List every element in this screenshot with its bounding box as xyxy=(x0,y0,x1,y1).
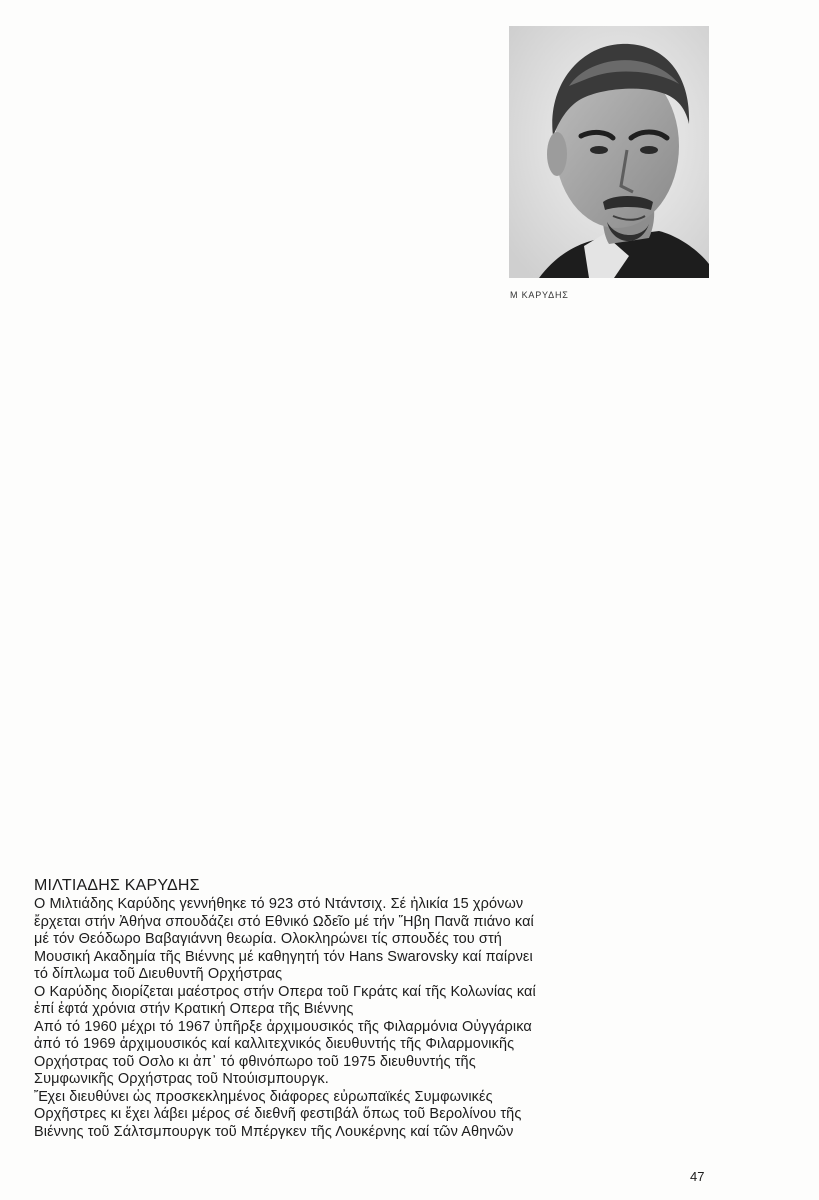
biography-line: τό δίπλωμα τοῦ Διευθυντῆ Ορχήστρας xyxy=(34,966,283,982)
biography-text xyxy=(34,896,734,1141)
biography-title: ΜΙΛΤΙΑΔΗΣ ΚΑΡΥΔΗΣ xyxy=(34,877,200,894)
biography-line: μέ τόν Θεόδωρο Βαβαγιάννη θεωρία. Ολοκληρώνει τίς σπουδές του στή xyxy=(34,931,502,947)
biography-line: Από τό 1960 μέχρι τό 1967 ὑπῆρξε ἀρχιμουσικός τῆς Φιλαρμόνια Οὐγγάρικα xyxy=(34,1018,532,1035)
portrait-illustration xyxy=(509,26,709,278)
biography-line: Ο Μιλτιάδης Καρύδης γεννήθηκε τό 923 στό Ντάντσιχ. Σέ ἡλικία 15 χρόνων xyxy=(34,896,524,912)
biography-line: Ορχῆστρες κι ἔχει λάβει μέρος σέ διεθνῆ φεστιβάλ ὅπως τοῦ Βερολίνου τῆς xyxy=(34,1106,522,1122)
page-number: 47 xyxy=(690,1169,705,1184)
biography-line: Βιέννης τοῦ Σάλτσμπουργκ τοῦ Μπέργκεν τῆς Λουκέρνης καί τῶν Αθηνῶν xyxy=(34,1123,514,1140)
portrait-photo xyxy=(509,26,709,278)
biography-line: Μουσική Ακαδημία τῆς Βιέννης μέ καθηγητή τόν Hans Swarovsky καί παίρνει xyxy=(34,948,533,965)
biography-line: ἔρχεται στήν Ἀθήνα σπουδάζει στό Εθνικό Ωδεῖο μέ τήν Ἥβη Πανᾶ πιάνο καί xyxy=(34,913,534,930)
biography-line: Ο Καρύδης διορίζεται μαέστρος στήν Οπερα τοῦ Γκράτς καί τῆς Κολωνίας καί xyxy=(34,983,536,1000)
biography-line: ἐπί ἑφτά χρόνια στήν Κρατική Οπερα τῆς Βιέννης xyxy=(34,1001,354,1017)
biography-line: ἀπό τό 1969 ἀρχιμουσικός καί καλλιτεχνικός διευθυντής τῆς Φιλαρμονικῆς xyxy=(34,1036,515,1052)
photo-caption: Μ ΚΑΡΥΔΗΣ xyxy=(510,290,569,300)
biography-line: Συμφωνικῆς Ορχήστρας τοῦ Ντούισμπουργκ. xyxy=(34,1071,329,1087)
biography-line: Ἔχει διευθύνει ὡς προσκεκλημένος διάφορες εὐρωπαϊκές Συμφωνικές xyxy=(34,1088,493,1105)
biography-section xyxy=(34,876,734,1141)
biography-line: Ορχήστρας τοῦ Οσλο κι ἀπ᾽ τό φθινόπωρο τοῦ 1975 διευθυντής τῆς xyxy=(34,1053,476,1070)
